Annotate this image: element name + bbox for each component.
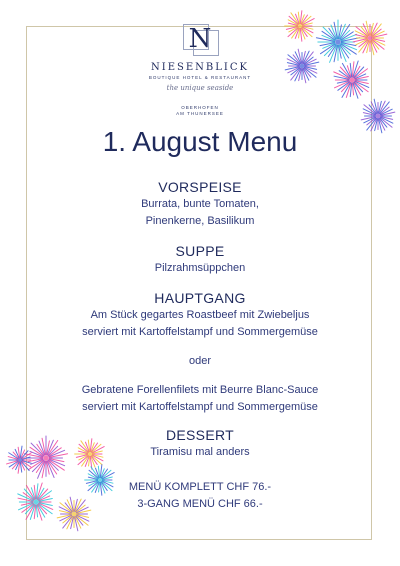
dish-line: serviert mit Kartoffelstampf und Sommergemüse bbox=[82, 326, 318, 338]
logo-letter: N bbox=[188, 24, 212, 54]
dish-line: Pinenkerne, Basilikum bbox=[145, 215, 255, 227]
dish-line: serviert mit Kartoffelstampf und Sommergemüse bbox=[82, 401, 318, 413]
section-hauptgang bbox=[0, 289, 400, 416]
section-heading: DESSERT bbox=[166, 427, 234, 443]
menu-title: 1. August Menu bbox=[102, 126, 298, 157]
dish-line: Burrata, bunte Tomaten, bbox=[141, 198, 259, 210]
separator-oder: oder bbox=[188, 355, 212, 367]
location-line-1: OBERHOFEN bbox=[181, 105, 219, 110]
dish-line: Pilzrahmsüppchen bbox=[154, 262, 246, 274]
section-dessert bbox=[0, 426, 400, 461]
section-heading: SUPPE bbox=[175, 243, 225, 259]
brand-name: NIESENBLICK bbox=[151, 62, 249, 73]
brand-tagline: the unique seaside bbox=[166, 84, 234, 92]
dish-line: Am Stück gegartes Roastbeef mit Zwiebeljus bbox=[90, 309, 310, 321]
location-line-2: AM THUNERSEE bbox=[176, 111, 224, 116]
dish-line: Gebratene Forellenfilets mit Beurre Blanc-Sauce bbox=[81, 384, 319, 396]
hotel-logo bbox=[0, 22, 400, 117]
section-vorspeise bbox=[0, 178, 400, 230]
price-full: MENÜ KOMPLETT CHF 76.- bbox=[128, 481, 272, 493]
pricing bbox=[0, 479, 400, 513]
brand-subtitle: BOUTIQUE HOTEL & RESTAURANT bbox=[148, 75, 252, 80]
section-heading: VORSPEISE bbox=[158, 179, 242, 195]
menu-content bbox=[0, 178, 400, 513]
logo-mark bbox=[180, 22, 220, 56]
section-suppe bbox=[0, 242, 400, 277]
section-heading: HAUPTGANG bbox=[154, 290, 246, 306]
price-three-course: 3-GANG MENÜ CHF 66.- bbox=[137, 498, 263, 510]
dish-line: Tiramisu mal anders bbox=[150, 446, 250, 458]
